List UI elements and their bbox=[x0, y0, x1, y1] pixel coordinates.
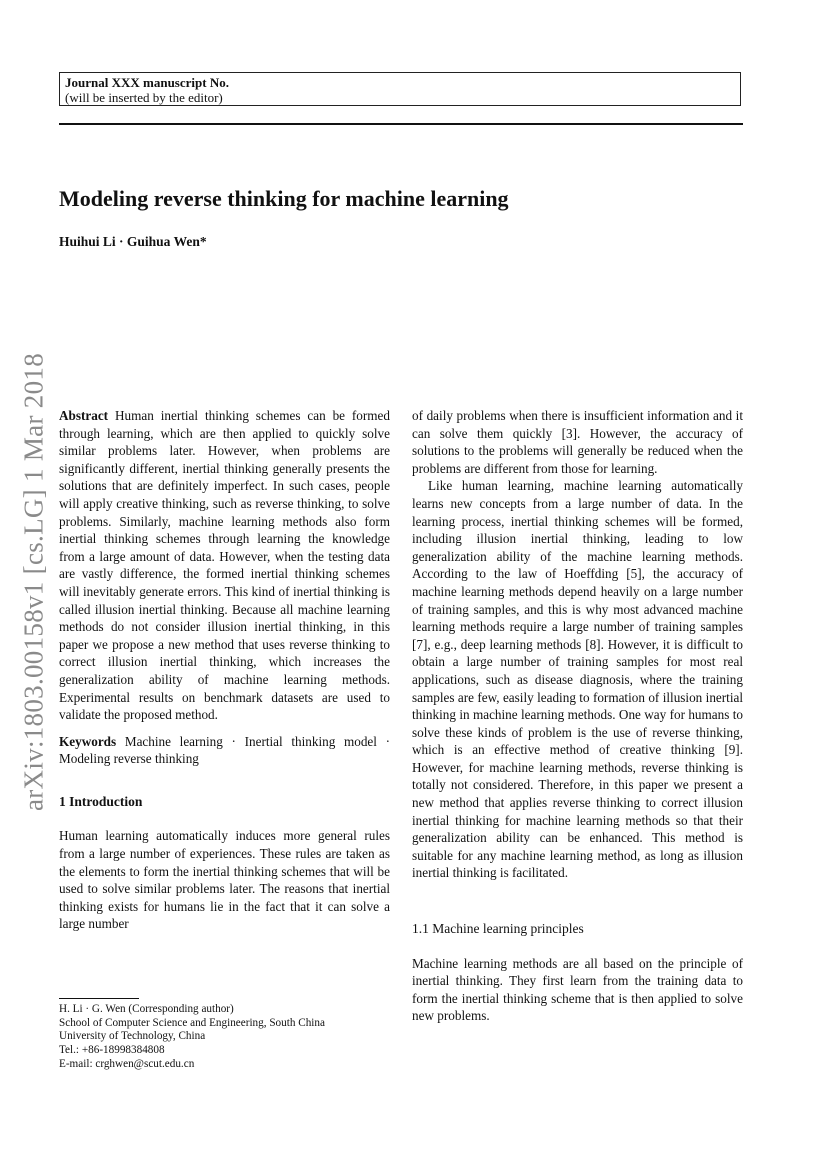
abstract-text: Human inertial thinking schemes can be formed through learning, which are then applied to quickly solve similar problems later. However, when problems are significantly different, inertial thinking generally presents the solutions that are definitely imperfect. In such cases, people will apply creative thinking, such as reverse thinking, to solve problems. Similarly, machine learning methods also form inertial thinking schemes through learning the knowledge from a large amount of data. However, when the testing data are vastly difference, the formed inertial thinking schemes will inevitably generate errors. This kind of inertial thinking is called illusion inertial thinking. Because all machine learning methods do not consider illusion inertial thinking, in this paper we propose a new method that uses reverse thinking to correct illusion inertial thinking, which increases the generalization ability of machine learning methods. Experimental results on benchmark datasets are used to validate the proposed method. bbox=[59, 408, 391, 723]
footnote-school: School of Computer Science and Engineering, South China bbox=[59, 1016, 325, 1029]
footnote-email: E-mail: crghwen@scut.edu.cn bbox=[59, 1057, 195, 1070]
abstract bbox=[59, 407, 390, 724]
footnote-rule bbox=[59, 998, 139, 999]
right-column bbox=[412, 407, 743, 1025]
intro-paragraph-1-continued: of daily problems when there is insufficient information and it can solve them quickly [3]. However, the accuracy of solutions to the problems will generally be reduced when the problems are different from those for learning. bbox=[412, 408, 743, 476]
left-column bbox=[59, 407, 390, 933]
arxiv-stamp-text: arXiv:1803.00158v1 [cs.LG] 1 Mar 2018 bbox=[18, 352, 49, 812]
footnote-university: University of Technology, China bbox=[59, 1030, 206, 1043]
journal-name: Journal XXX manuscript No. bbox=[65, 75, 229, 90]
abstract-label: Abstract bbox=[59, 408, 109, 423]
footnote-affiliation bbox=[59, 1003, 325, 1072]
paper-authors: Huihui Li · Guihua Wen* bbox=[59, 234, 207, 249]
arxiv-stamp bbox=[14, 344, 54, 820]
keywords bbox=[59, 733, 390, 768]
subsection-paragraph: Machine learning methods are all based on the principle of inertial thinking. They first learn from the training data to form the inertial thinking scheme that is then applied to solve new problems. bbox=[412, 955, 743, 1024]
journal-header-box bbox=[59, 72, 741, 106]
paper-title: Modeling reverse thinking for machine learning bbox=[59, 186, 509, 211]
keywords-label: Keywords bbox=[59, 733, 117, 749]
journal-editor-note: (will be inserted by the editor) bbox=[65, 90, 223, 105]
section-heading-introduction: 1 Introduction bbox=[59, 793, 143, 809]
footnote-telephone: Tel.: +86-18998384808 bbox=[59, 1044, 165, 1057]
intro-paragraph-2: Like human learning, machine learning automatically learns new concepts from a large number of data. In the learning process, inertial thinking schemes will be formed, including illusion inertial thinking, leading to low generalization ability of the machine learning methods. According to the law of Hoeffding [5], the accuracy of machine learning methods depend heavily on a large number of training samples, and this is why most advanced machine learning methods require a large number of training samples [7], e.g., deep learning methods [8]. However, it is difficult to obtain a large number of training samples for most real applications, such as disease diagnosis, where the training samples are few, easily leading to formation of illusion inertial thinking in machine learning methods. One way for humans to solve these kinds of problem is the use of reverse thinking, which is an effective method of creative thinking [9]. However, for machine learning methods, reverse thinking is totally not considered. Therefore, in this paper we present a new method that applies reverse thinking to correct illusion inertial thinking for machine learning methods so that their generalization ability can be enhanced. This method is suitable for any machine learning method, as long as illusion inertial thinking is facilitated. bbox=[412, 478, 743, 881]
keywords-text: Machine learning · Inertial thinking model · Modeling reverse thinking bbox=[59, 733, 391, 767]
header-rule bbox=[59, 123, 743, 125]
footnote-authors: H. Li · G. Wen (Corresponding author) bbox=[59, 1003, 234, 1015]
intro-paragraph-1: Human learning automatically induces more general rules from a large number of experiences. These rules are taken as the elements to form the inertial thinking schemes that will be used to solve similar problems later. The reasons that inertial thinking exists for humans lie in the fact that it can solve a large number bbox=[59, 828, 390, 932]
subsection-heading-ml-principles: 1.1 Machine learning principles bbox=[412, 921, 584, 937]
